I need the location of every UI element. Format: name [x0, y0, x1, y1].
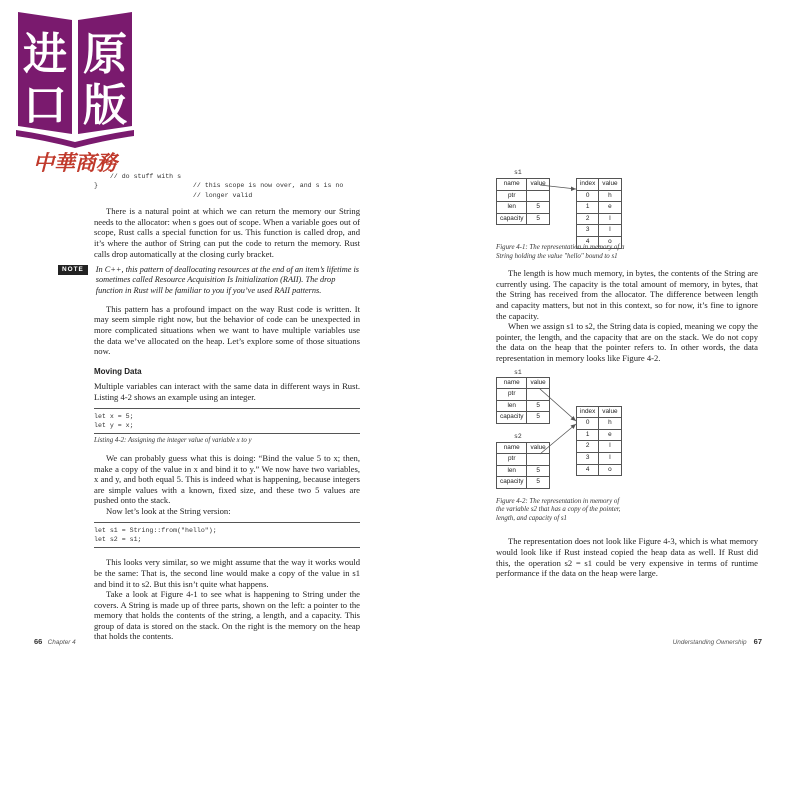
heap-cell: o	[599, 464, 621, 476]
paragraph-integer-copy: We can probably guess what this is doing: “Bind the value 5 to x; then, make a copy of the value in x and bind it to y.” We now have two variables, x and y, and both equal 5. This is indeed what is happening, because integers are simple values with a known, fixed size, and these two 5 values are pushed onto the stack.	[94, 452, 360, 506]
stack-cell: len	[497, 400, 527, 412]
stack-cell: 5	[527, 477, 549, 489]
heap-cell: 0	[577, 190, 599, 202]
stack-table-s1	[496, 178, 550, 225]
stack-header-name: name	[497, 377, 527, 389]
stack-cell: 5	[527, 465, 549, 477]
heap-header-index: index	[577, 406, 599, 418]
stack-table-s2	[496, 442, 550, 489]
publisher-name: 中華商務	[33, 150, 117, 175]
left-page-number: 66	[34, 637, 43, 646]
heap-cell: h	[599, 190, 621, 202]
right-page-number: 67	[753, 637, 762, 646]
logo-char-4: 版	[83, 80, 127, 131]
logo-char-3: 口	[23, 80, 67, 131]
right-page	[496, 168, 758, 579]
heap-cell: l	[599, 213, 621, 225]
note-box	[58, 265, 360, 296]
stack-cell: ptr	[497, 389, 527, 401]
listing-4-2-code: let x = 5; let y = x;	[94, 408, 360, 435]
stack-cell: 5	[527, 412, 549, 424]
paragraph-similar: This looks very similar, so we might assume that the way it works would be the same: That is, the second line would make a copy of the value in s1 and bind it to s2. But this isn’t quite what happens.	[94, 557, 360, 589]
heap-cell: l	[599, 441, 621, 453]
heap-cell: 3	[577, 452, 599, 464]
paragraph-drop: There is a natural point at which we can return the memory our String needs to the allocator: when s goes out of scope. When a variable goes out of scope, Rust calls a special function for us. This function is called drop, and it’s where the author of String can put the code to return the memory. Rust calls drop automatically at the closing curly bracket.	[94, 206, 360, 259]
heap-cell: 1	[577, 429, 599, 441]
paragraph-length-capacity: The length is how much memory, in bytes, the contents of the String are currently using. The capacity is the total amount of memory, in bytes, that the String has received from the allocator. The difference between length and capacity matters, but not in this context, so for now, it’s fine to ignore the capacity.	[496, 268, 758, 321]
logo-char-2: 原	[83, 29, 127, 80]
stack-cell: capacity	[497, 213, 527, 225]
heap-cell: 2	[577, 213, 599, 225]
stack-cell: ptr	[497, 190, 527, 202]
stack-header-name: name	[497, 179, 527, 191]
stack-header-value: value	[527, 377, 549, 389]
note-text: In C++, this pattern of deallocating resources at the end of an item’s lifetime is sometimes called Resource Acquisition Is Initialization (RAII). The drop function in Rust will be familiar to you if you’ve used RAII patterns.	[95, 265, 359, 295]
left-footer	[34, 637, 76, 646]
logo-char-1: 进	[23, 29, 67, 80]
paragraph-pattern: This pattern has a profound impact on the way Rust code is written. It may seem simple right now, but the behavior of code can be unexpected in more complicated situations when we want to have multiple variables use the data we’ve allocated on the heap. Let’s explore some of those situations now.	[94, 303, 360, 357]
heap-cell: 4	[577, 236, 599, 248]
right-running-head: Understanding Ownership	[672, 639, 747, 646]
code-scope-end: // do stuff with s } // this scope is now over, and s is no // longer valid	[94, 173, 344, 199]
heap-cell: 3	[577, 225, 599, 237]
stack-cell	[527, 389, 549, 401]
paragraph-assign-copy: When we assign s1 to s2, the String data is copied, meaning we copy the pointer, the length, and the capacity that are on the stack. We do not copy the data on the heap that the pointer refers to. In other words, the data representation in memory looks like Figure 4-2.	[496, 321, 758, 363]
heap-cell: e	[599, 202, 621, 214]
note-badge: NOTE	[58, 265, 88, 275]
stack-table-s1-copy	[496, 377, 550, 424]
heap-cell: e	[599, 429, 621, 441]
stack-cell: 5	[527, 202, 549, 214]
heap-table	[576, 178, 622, 249]
figure-4-1-var-label: s1	[514, 169, 522, 176]
heap-cell: 0	[577, 418, 599, 430]
heap-table-2	[576, 406, 622, 477]
paragraph-string-version: Now let’s look at the String version:	[106, 505, 231, 516]
heap-header-value: value	[599, 406, 621, 418]
heap-cell: 4	[577, 464, 599, 476]
stack-header-name: name	[497, 442, 527, 454]
left-page	[62, 172, 360, 642]
stack-cell: 5	[527, 213, 549, 225]
stack-cell: capacity	[497, 412, 527, 424]
heap-header-value: value	[599, 179, 621, 191]
stack-cell: ptr	[497, 454, 527, 466]
paragraph-moving-intro: Multiple variables can interact with the same data in different ways in Rust. Listing 4-2 shows an example using an integer.	[94, 381, 360, 402]
stack-cell: 5	[527, 400, 549, 412]
figure-4-2	[496, 368, 758, 496]
heap-cell: h	[599, 418, 621, 430]
heap-cell: 2	[577, 441, 599, 453]
heap-header-index: index	[577, 179, 599, 191]
figure-4-2-var2-label: s2	[514, 432, 522, 440]
figure-4-2-var1-label: s1	[514, 368, 522, 376]
paragraph-figure-ref: Take a look at Figure 4-1 to see what is happening to String under the covers. A String is made up of three parts, shown on the left: a pointer to the memory that holds the contents of the string, a length, and a capacity. This group of data is stored on the stack. On the right is the memory on the heap that holds the contents.	[94, 589, 360, 642]
section-heading: Moving Data	[94, 366, 142, 376]
publisher-logo	[14, 6, 136, 178]
stack-cell: len	[497, 465, 527, 477]
stack-cell: capacity	[497, 477, 527, 489]
heap-cell: 1	[577, 202, 599, 214]
right-footer	[673, 637, 762, 646]
stack-cell	[527, 454, 549, 466]
paragraph-expensive-copy: The representation does not look like Figure 4-3, which is what memory would look like if Rust instead copied the heap data as well. If Rust did this, the operation s2 = s1 could be very expensive in terms of runtime performance if the data on the heap were large.	[496, 536, 758, 579]
string-code: let s1 = String::from("hello"); let s2 = s1;	[94, 522, 360, 549]
figure-4-1-caption: Figure 4-1: The representation in memory of a String holding the value "hello" bound to s1	[496, 244, 625, 260]
heap-cell: o	[599, 236, 621, 248]
left-running-head: Chapter 4	[47, 639, 76, 646]
figure-4-2-caption: Figure 4-2: The representation in memory of the variable s2 that has a copy of the pointer, length, and capacity of s1	[496, 497, 621, 522]
figure-4-1	[496, 168, 758, 245]
stack-header-value: value	[527, 442, 549, 454]
stack-cell: len	[497, 202, 527, 214]
heap-cell: l	[599, 452, 621, 464]
stack-header-value: value	[527, 179, 549, 191]
stack-cell	[527, 190, 549, 202]
book-logo-graphic	[14, 6, 136, 178]
listing-4-2-caption: Listing 4-2: Assigning the integer value of variable x to y	[94, 437, 252, 445]
heap-cell: l	[599, 225, 621, 237]
